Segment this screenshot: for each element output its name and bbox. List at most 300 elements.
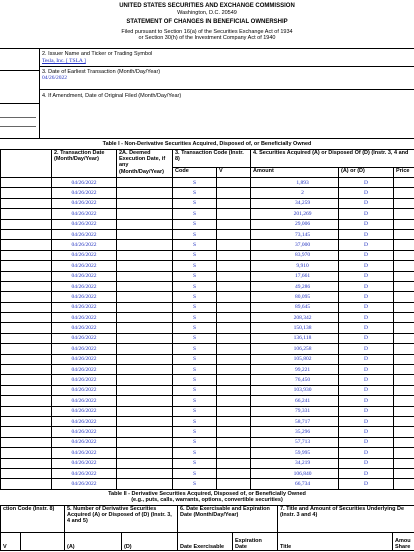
row-a-or-d: D — [339, 323, 394, 333]
row-transaction-date: 04/26/2022 — [52, 292, 117, 302]
row-code: S — [173, 416, 217, 426]
left-box-line-4 — [0, 126, 36, 127]
table2-title: Table II - Derivative Securities Acquired, Disposed of, or Beneficially Owned — [108, 491, 306, 497]
row-title-cell — [1, 385, 52, 395]
row-deemed-date — [117, 468, 173, 478]
row-price — [394, 437, 414, 447]
row-title-cell — [1, 333, 52, 343]
row-a-or-d: D — [339, 416, 394, 426]
row-code: S — [173, 178, 217, 188]
row-a-or-d: D — [339, 468, 394, 478]
table1-header-transaction-date: 2. Transaction Date (Month/Day/Year) — [52, 150, 117, 178]
row-a-or-d: D — [339, 188, 394, 198]
left-box-line-3 — [0, 117, 36, 118]
row-transaction-date: 04/26/2022 — [52, 396, 117, 406]
row-title-cell — [1, 219, 52, 229]
row-title-cell — [1, 448, 52, 458]
row-price — [394, 261, 414, 271]
row-a-or-d: D — [339, 437, 394, 447]
row-amount: 79,331 — [251, 406, 339, 416]
row-v — [217, 209, 251, 219]
row-price — [394, 313, 414, 323]
table-row — [1, 261, 414, 271]
row-transaction-date: 04/26/2022 — [52, 344, 117, 354]
table-row — [1, 344, 414, 354]
table-row — [1, 365, 414, 375]
row-amount: 103,930 — [251, 385, 339, 395]
row-price — [394, 406, 414, 416]
row-transaction-date: 04/26/2022 — [52, 229, 117, 239]
row-price — [394, 427, 414, 437]
row-code: S — [173, 344, 217, 354]
row-v — [217, 188, 251, 198]
row-a-or-d: D — [339, 406, 394, 416]
row-title-cell — [1, 323, 52, 333]
row-a-or-d: D — [339, 292, 394, 302]
table-row — [1, 219, 414, 229]
row-price — [394, 188, 414, 198]
row-price — [394, 323, 414, 333]
row-price — [394, 250, 414, 260]
row-amount: 73,145 — [251, 229, 339, 239]
row-amount: 201,269 — [251, 209, 339, 219]
row-code: S — [173, 323, 217, 333]
row-price — [394, 219, 414, 229]
row-deemed-date — [117, 385, 173, 395]
table2-header-date-exercisable-sub: Date Exercisable — [178, 533, 233, 551]
table-row — [1, 333, 414, 343]
row-transaction-date: 04/26/2022 — [52, 219, 117, 229]
row-amount: 59,995 — [251, 448, 339, 458]
row-a-or-d: D — [339, 396, 394, 406]
table-row — [1, 406, 414, 416]
table-row — [1, 468, 414, 478]
row-transaction-date: 04/26/2022 — [52, 479, 117, 489]
row-amount: 76,450 — [251, 375, 339, 385]
table-row — [1, 178, 414, 188]
row-v — [217, 219, 251, 229]
row-title-cell — [1, 437, 52, 447]
row-v — [217, 375, 251, 385]
row-amount: 57,713 — [251, 437, 339, 447]
row-title-cell — [1, 458, 52, 468]
row-amount: 106,258 — [251, 344, 339, 354]
row-a-or-d: D — [339, 209, 394, 219]
row-v — [217, 396, 251, 406]
row-v — [217, 178, 251, 188]
row-v — [217, 261, 251, 271]
row-title-cell — [1, 416, 52, 426]
row-code: S — [173, 468, 217, 478]
row-code: S — [173, 396, 217, 406]
issuer-box-bottom — [39, 66, 414, 67]
table2-header-number-derivative: 5. Number of Derivative Securities Acquired (A) or Disposed of (D) (Instr. 3, 4 and 5) — [65, 506, 178, 533]
row-a-or-d: D — [339, 250, 394, 260]
row-deemed-date — [117, 281, 173, 291]
row-a-or-d: D — [339, 302, 394, 312]
row-code: S — [173, 365, 217, 375]
row-title-cell — [1, 427, 52, 437]
row-deemed-date — [117, 448, 173, 458]
row-transaction-date: 04/26/2022 — [52, 261, 117, 271]
filed-pursuant-line-1: Filed pursuant to Section 16(a) of the Securities Exchange Act of 1934 — [121, 29, 293, 35]
row-transaction-date: 04/26/2022 — [52, 250, 117, 260]
row-v — [217, 354, 251, 364]
row-deemed-date — [117, 437, 173, 447]
table-row — [1, 250, 414, 260]
row-v — [217, 385, 251, 395]
earliest-box-bottom — [39, 89, 414, 90]
row-title-cell — [1, 479, 52, 489]
row-amount: 9,910 — [251, 261, 339, 271]
row-price — [394, 479, 414, 489]
row-code: S — [173, 313, 217, 323]
amendment-label: 4. If Amendment, Date of Original Filed (Month/Day/Year) — [42, 93, 182, 99]
row-deemed-date — [117, 188, 173, 198]
table-row — [1, 375, 414, 385]
row-title-cell — [1, 240, 52, 250]
row-v — [217, 437, 251, 447]
row-a-or-d: D — [339, 344, 394, 354]
row-a-or-d: D — [339, 448, 394, 458]
row-transaction-date: 04/26/2022 — [52, 302, 117, 312]
row-price — [394, 365, 414, 375]
row-code: S — [173, 448, 217, 458]
issuer-link[interactable]: Tesla, Inc. [ TSLA ] — [42, 58, 86, 64]
row-title-cell — [1, 281, 52, 291]
row-transaction-date: 04/26/2022 — [52, 271, 117, 281]
table1-col-title — [1, 150, 52, 178]
row-price — [394, 302, 414, 312]
row-a-or-d: D — [339, 178, 394, 188]
table1-header-deemed-date: 2A. Deemed Execution Date, if any (Month/Day/Year) — [117, 150, 173, 178]
table1-header-securities: 4. Securities Acquired (A) or Disposed Of (D) (Instr. 3, 4 and — [251, 150, 414, 168]
row-v — [217, 448, 251, 458]
row-a-or-d: D — [339, 427, 394, 437]
row-title-cell — [1, 271, 52, 281]
agency-title: UNITED STATES SECURITIES AND EXCHANGE COMMISSION — [119, 3, 295, 9]
row-deemed-date — [117, 313, 173, 323]
row-code: S — [173, 427, 217, 437]
row-price — [394, 281, 414, 291]
row-v — [217, 458, 251, 468]
row-deemed-date — [117, 250, 173, 260]
table-row — [1, 271, 414, 281]
table1-header-v: V — [217, 168, 251, 178]
row-a-or-d: D — [339, 333, 394, 343]
row-deemed-date — [117, 292, 173, 302]
row-deemed-date — [117, 219, 173, 229]
table1-header-price: Price — [394, 168, 414, 178]
row-title-cell — [1, 313, 52, 323]
table2-header-v: V — [1, 533, 21, 551]
row-code: S — [173, 198, 217, 208]
table2-header-blank — [21, 533, 65, 551]
row-transaction-date: 04/26/2022 — [52, 281, 117, 291]
table-row — [1, 302, 414, 312]
row-price — [394, 468, 414, 478]
row-title-cell — [1, 261, 52, 271]
row-title-cell — [1, 406, 52, 416]
table-row — [1, 416, 414, 426]
row-price — [394, 354, 414, 364]
row-amount: 83,970 — [251, 250, 339, 260]
earliest-transaction-label: 3. Date of Earliest Transaction (Month/Day/Year) — [42, 69, 161, 75]
row-transaction-date: 04/26/2022 — [52, 178, 117, 188]
row-title-cell — [1, 250, 52, 260]
table2 — [0, 505, 414, 551]
row-v — [217, 323, 251, 333]
row-v — [217, 468, 251, 478]
row-a-or-d: D — [339, 281, 394, 291]
row-amount: 1,893 — [251, 178, 339, 188]
row-transaction-date: 04/26/2022 — [52, 323, 117, 333]
row-v — [217, 198, 251, 208]
row-v — [217, 406, 251, 416]
row-transaction-date: 04/26/2022 — [52, 209, 117, 219]
table1-title: Table I - Non-Derivative Securities Acquired, Disposed of, or Beneficially Owned — [102, 141, 312, 147]
row-amount: 49,286 — [251, 281, 339, 291]
row-a-or-d: D — [339, 261, 394, 271]
row-code: S — [173, 188, 217, 198]
row-transaction-date: 04/26/2022 — [52, 448, 117, 458]
box-divider — [39, 48, 40, 138]
table1-header-transaction-code: 3. Transaction Code (Instr. 8) — [173, 150, 251, 168]
row-a-or-d: D — [339, 219, 394, 229]
row-deemed-date — [117, 261, 173, 271]
left-box-line-2 — [0, 103, 39, 104]
earliest-transaction-value: 04/26/2022 — [42, 75, 68, 81]
table-row — [1, 229, 414, 239]
issuer-label: 2. Issuer Name and Ticker or Trading Symbol — [42, 51, 153, 57]
row-price — [394, 229, 414, 239]
table1 — [0, 149, 414, 490]
row-a-or-d: D — [339, 271, 394, 281]
row-transaction-date: 04/26/2022 — [52, 375, 117, 385]
row-title-cell — [1, 344, 52, 354]
row-title-cell — [1, 365, 52, 375]
row-amount: 208,342 — [251, 313, 339, 323]
row-transaction-date: 04/26/2022 — [52, 468, 117, 478]
row-amount: 99,221 — [251, 365, 339, 375]
row-price — [394, 198, 414, 208]
table-row — [1, 437, 414, 447]
row-transaction-date: 04/26/2022 — [52, 385, 117, 395]
row-title-cell — [1, 375, 52, 385]
row-v — [217, 271, 251, 281]
row-a-or-d: D — [339, 458, 394, 468]
row-code: S — [173, 250, 217, 260]
row-transaction-date: 04/26/2022 — [52, 198, 117, 208]
row-code: S — [173, 292, 217, 302]
row-price — [394, 240, 414, 250]
row-amount: 136,118 — [251, 333, 339, 343]
row-deemed-date — [117, 458, 173, 468]
table-row — [1, 240, 414, 250]
row-transaction-date: 04/26/2022 — [52, 416, 117, 426]
row-v — [217, 479, 251, 489]
row-amount: 80,095 — [251, 292, 339, 302]
row-transaction-date: 04/26/2022 — [52, 313, 117, 323]
table1-header-amount: Amount — [251, 168, 339, 178]
row-deemed-date — [117, 479, 173, 489]
row-amount: 106,840 — [251, 468, 339, 478]
table2-header-date-exercisable: 6. Date Exercisable and Expiration Date (Month/Day/Year) — [178, 506, 278, 533]
table2-header-expiration-date: Expiration Date — [233, 533, 278, 551]
left-box-line-1 — [0, 70, 39, 71]
table2-header-title: Title — [278, 533, 393, 551]
table-row — [1, 448, 414, 458]
row-v — [217, 302, 251, 312]
row-amount: 34,219 — [251, 458, 339, 468]
row-v — [217, 229, 251, 239]
table-row — [1, 323, 414, 333]
row-code: S — [173, 479, 217, 489]
row-code: S — [173, 406, 217, 416]
table-row — [1, 427, 414, 437]
row-deemed-date — [117, 240, 173, 250]
table-row — [1, 313, 414, 323]
table2-header-a: (A) — [65, 533, 122, 551]
row-a-or-d: D — [339, 479, 394, 489]
row-price — [394, 385, 414, 395]
table-row — [1, 458, 414, 468]
row-v — [217, 333, 251, 343]
row-v — [217, 240, 251, 250]
row-deemed-date — [117, 323, 173, 333]
table-row — [1, 354, 414, 364]
row-code: S — [173, 209, 217, 219]
row-a-or-d: D — [339, 385, 394, 395]
row-code: S — [173, 437, 217, 447]
row-deemed-date — [117, 375, 173, 385]
row-amount: 58,717 — [251, 416, 339, 426]
row-code: S — [173, 240, 217, 250]
row-amount: 34,259 — [251, 198, 339, 208]
row-code: S — [173, 385, 217, 395]
table-row — [1, 198, 414, 208]
agency-location: Washington, D.C. 20549 — [177, 10, 237, 16]
row-price — [394, 209, 414, 219]
row-price — [394, 458, 414, 468]
row-code: S — [173, 261, 217, 271]
table-row — [1, 385, 414, 395]
row-deemed-date — [117, 427, 173, 437]
row-deemed-date — [117, 396, 173, 406]
row-transaction-date: 04/26/2022 — [52, 427, 117, 437]
row-title-cell — [1, 198, 52, 208]
row-code: S — [173, 302, 217, 312]
row-amount: 89,645 — [251, 302, 339, 312]
row-deemed-date — [117, 209, 173, 219]
row-amount: 105,802 — [251, 354, 339, 364]
row-amount: 37,000 — [251, 240, 339, 250]
row-transaction-date: 04/26/2022 — [52, 458, 117, 468]
row-title-cell — [1, 178, 52, 188]
row-title-cell — [1, 229, 52, 239]
row-title-cell — [1, 302, 52, 312]
row-v — [217, 313, 251, 323]
row-code: S — [173, 271, 217, 281]
row-v — [217, 416, 251, 426]
row-price — [394, 344, 414, 354]
form-title: STATEMENT OF CHANGES IN BENEFICIAL OWNERSHIP — [126, 19, 288, 25]
row-title-cell — [1, 468, 52, 478]
filed-pursuant-line-2: or Section 30(h) of the Investment Company Act of 1940 — [138, 35, 276, 41]
row-code: S — [173, 375, 217, 385]
row-transaction-date: 04/26/2022 — [52, 365, 117, 375]
row-deemed-date — [117, 365, 173, 375]
row-deemed-date — [117, 416, 173, 426]
row-code: S — [173, 354, 217, 364]
row-transaction-date: 04/26/2022 — [52, 437, 117, 447]
table1-header-code: Code — [173, 168, 217, 178]
row-title-cell — [1, 209, 52, 219]
row-amount: 66,734 — [251, 479, 339, 489]
row-code: S — [173, 333, 217, 343]
row-amount: 66,241 — [251, 396, 339, 406]
row-price — [394, 292, 414, 302]
row-transaction-date: 04/26/2022 — [52, 406, 117, 416]
row-transaction-date: 04/26/2022 — [52, 333, 117, 343]
boxes-bottom — [0, 138, 414, 139]
row-deemed-date — [117, 178, 173, 188]
table-row — [1, 479, 414, 489]
row-amount: 2 — [251, 188, 339, 198]
table2-subtitle: (e.g., puts, calls, warrants, options, convertible securities) — [131, 497, 283, 503]
row-a-or-d: D — [339, 198, 394, 208]
row-v — [217, 344, 251, 354]
row-price — [394, 375, 414, 385]
table-row — [1, 281, 414, 291]
table1-header-a-or-d: (A) or (D) — [339, 168, 394, 178]
row-deemed-date — [117, 198, 173, 208]
table-row — [1, 396, 414, 406]
row-a-or-d: D — [339, 313, 394, 323]
row-a-or-d: D — [339, 354, 394, 364]
row-deemed-date — [117, 229, 173, 239]
row-deemed-date — [117, 333, 173, 343]
row-v — [217, 281, 251, 291]
row-code: S — [173, 229, 217, 239]
row-amount: 29,006 — [251, 219, 339, 229]
row-amount: 150,138 — [251, 323, 339, 333]
row-title-cell — [1, 292, 52, 302]
row-transaction-date: 04/26/2022 — [52, 188, 117, 198]
row-v — [217, 427, 251, 437]
row-title-cell — [1, 188, 52, 198]
row-a-or-d: D — [339, 229, 394, 239]
row-transaction-date: 04/26/2022 — [52, 354, 117, 364]
table2-header-title-amount: 7. Title and Amount of Securities Underlying De (Instr. 3 and 4) — [278, 506, 414, 533]
row-a-or-d: D — [339, 240, 394, 250]
table2-header-transaction-code: ction Code (Instr. 8) — [1, 506, 65, 533]
table2-header-d: (D) — [122, 533, 178, 551]
row-price — [394, 333, 414, 343]
row-title-cell — [1, 354, 52, 364]
row-code: S — [173, 219, 217, 229]
row-title-cell — [1, 396, 52, 406]
row-deemed-date — [117, 406, 173, 416]
row-a-or-d: D — [339, 375, 394, 385]
row-v — [217, 365, 251, 375]
row-deemed-date — [117, 344, 173, 354]
top-border — [0, 48, 414, 49]
row-deemed-date — [117, 354, 173, 364]
row-price — [394, 396, 414, 406]
row-amount: 35,296 — [251, 427, 339, 437]
row-v — [217, 250, 251, 260]
